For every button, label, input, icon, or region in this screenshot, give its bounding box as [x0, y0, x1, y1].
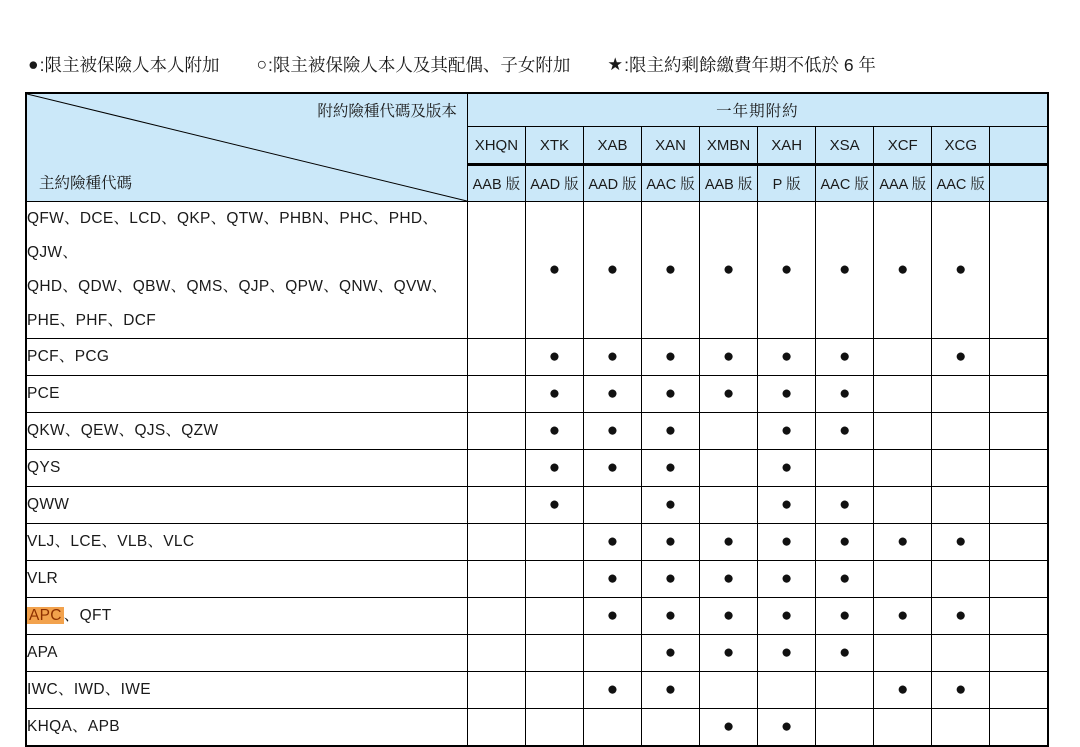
mark-cell — [816, 672, 874, 709]
mark-cell — [874, 487, 932, 524]
mark-cell — [467, 339, 525, 376]
mark-cell — [642, 672, 700, 709]
mark-cell — [932, 672, 990, 709]
filled-circle-mark: ● — [722, 259, 735, 280]
column-version-header: AAB 版 — [467, 165, 525, 202]
mark-cell — [758, 524, 816, 561]
filled-circle-mark: ● — [896, 605, 909, 626]
mark-cell — [583, 376, 641, 413]
row-label-cell — [26, 487, 467, 524]
row-label-text: PHE、PHF、DCF — [27, 312, 157, 329]
column-code-header: XCG — [932, 127, 990, 165]
table-corner-cell — [26, 93, 467, 202]
filled-circle-mark: ● — [955, 346, 967, 367]
mark-cell — [700, 598, 758, 635]
mark-cell — [525, 598, 583, 635]
table-row — [26, 561, 1048, 598]
mark-cell — [642, 376, 700, 413]
filled-circle-mark: ● — [722, 346, 735, 367]
group-header-row — [26, 93, 1048, 127]
filled-circle-mark: ● — [606, 568, 619, 589]
filled-circle-mark: ● — [955, 259, 967, 280]
filled-circle-mark: ● — [896, 679, 909, 700]
filled-circle-mark: ● — [606, 457, 619, 478]
column-version-header — [990, 165, 1048, 202]
filled-circle-mark: ● — [780, 420, 793, 441]
row-label-cell — [26, 672, 467, 709]
filled-circle-mark: ● — [838, 346, 851, 367]
filled-circle-mark: ● — [780, 457, 793, 478]
filled-circle-mark: ● — [896, 531, 909, 552]
mark-cell — [758, 709, 816, 747]
star-icon: ★ — [607, 54, 624, 74]
table-row — [26, 450, 1048, 487]
filled-circle-mark: ● — [955, 531, 967, 552]
row-label-text: APA — [27, 644, 58, 661]
filled-circle-mark: ● — [780, 346, 793, 367]
column-version-header: AAD 版 — [525, 165, 583, 202]
row-label-text: PCE — [27, 385, 60, 402]
row-label-text: QYS — [27, 459, 61, 476]
mark-cell — [816, 598, 874, 635]
mark-cell — [583, 672, 641, 709]
row-label-cell — [26, 202, 467, 339]
mark-cell — [583, 450, 641, 487]
legend-item-label: :限主被保險人本人及其配偶、子女附加 — [268, 55, 571, 75]
mark-cell — [874, 524, 932, 561]
mark-cell — [758, 672, 816, 709]
row-label-cell — [26, 598, 467, 635]
row-label-text: 、QFT — [63, 607, 112, 624]
mark-cell — [874, 672, 932, 709]
filled-circle-mark: ● — [955, 605, 967, 626]
column-code-header: XAH — [758, 127, 816, 165]
table-row — [26, 709, 1048, 747]
table-row — [26, 635, 1048, 672]
filled-circle-mark: ● — [664, 494, 677, 515]
mark-cell — [700, 413, 758, 450]
group-header-cell: 一年期附約 — [467, 93, 1048, 127]
mark-cell — [700, 561, 758, 598]
mark-cell — [525, 524, 583, 561]
column-code-header — [990, 127, 1048, 165]
row-label-cell — [26, 524, 467, 561]
mark-cell — [758, 376, 816, 413]
mark-cell — [525, 487, 583, 524]
mark-cell — [642, 413, 700, 450]
mark-cell — [642, 598, 700, 635]
filled-circle-mark: ● — [664, 457, 677, 478]
mark-cell — [990, 709, 1048, 747]
filled-circle-mark: ● — [780, 642, 793, 663]
mark-cell — [816, 635, 874, 672]
mark-cell — [700, 376, 758, 413]
mark-cell — [642, 487, 700, 524]
mark-cell — [758, 635, 816, 672]
mark-cell — [932, 413, 990, 450]
mark-cell — [583, 339, 641, 376]
mark-cell — [467, 487, 525, 524]
corner-label-rider-codes: 附約險種代碼及版本 — [317, 103, 457, 120]
column-code-header: XMBN — [700, 127, 758, 165]
mark-cell — [700, 709, 758, 747]
table-row — [26, 339, 1048, 376]
legend-item — [256, 52, 570, 77]
filled-circle-mark: ● — [548, 346, 561, 367]
filled-circle-mark: ● — [606, 259, 619, 280]
mark-cell — [874, 635, 932, 672]
legend-item-label: :限主約剩餘繳費年期不低於 6 年 — [624, 55, 876, 75]
mark-cell — [525, 709, 583, 747]
mark-cell — [467, 524, 525, 561]
filled-circle-mark: ● — [780, 383, 793, 404]
table-row — [26, 598, 1048, 635]
column-version-header: P 版 — [758, 165, 816, 202]
table-row — [26, 202, 1048, 339]
mark-cell — [525, 450, 583, 487]
row-label-text: QWW — [27, 496, 70, 513]
row-label-cell — [26, 561, 467, 598]
mark-cell — [816, 709, 874, 747]
row-label-text: KHQA、APB — [27, 718, 120, 735]
filled-circle-icon: ● — [28, 54, 39, 74]
filled-circle-mark: ● — [606, 420, 619, 441]
mark-cell — [816, 413, 874, 450]
filled-circle-mark: ● — [664, 679, 677, 700]
corner-label-main-codes: 主約險種代碼 — [39, 175, 133, 192]
filled-circle-mark: ● — [838, 568, 851, 589]
mark-cell — [642, 561, 700, 598]
mark-cell — [525, 561, 583, 598]
mark-cell — [583, 709, 641, 747]
table-row — [26, 524, 1048, 561]
mark-cell — [467, 450, 525, 487]
mark-cell — [700, 524, 758, 561]
hollow-circle-icon: ○ — [256, 54, 268, 74]
filled-circle-mark: ● — [780, 494, 793, 515]
filled-circle-mark: ● — [664, 568, 677, 589]
row-label-cell — [26, 635, 467, 672]
mark-cell — [874, 709, 932, 747]
mark-cell — [467, 202, 525, 339]
mark-cell — [700, 450, 758, 487]
filled-circle-mark: ● — [664, 642, 677, 663]
mark-cell — [758, 450, 816, 487]
mark-cell — [467, 598, 525, 635]
mark-cell — [816, 450, 874, 487]
mark-cell — [816, 202, 874, 339]
mark-cell — [583, 202, 641, 339]
filled-circle-mark: ● — [722, 531, 735, 552]
mark-cell — [816, 524, 874, 561]
mark-cell — [583, 598, 641, 635]
filled-circle-mark: ● — [664, 383, 677, 404]
mark-cell — [525, 202, 583, 339]
mark-cell — [467, 561, 525, 598]
filled-circle-mark: ● — [664, 605, 677, 626]
mark-cell — [525, 413, 583, 450]
mark-cell — [525, 376, 583, 413]
mark-cell — [932, 524, 990, 561]
filled-circle-mark: ● — [838, 420, 851, 441]
mark-cell — [467, 635, 525, 672]
column-code-header: XAB — [583, 127, 641, 165]
filled-circle-mark: ● — [548, 494, 561, 515]
mark-cell — [700, 635, 758, 672]
mark-cell — [583, 413, 641, 450]
filled-circle-mark: ● — [548, 259, 561, 280]
table-row — [26, 413, 1048, 450]
mark-cell — [990, 598, 1048, 635]
mark-cell — [816, 561, 874, 598]
mark-cell — [990, 376, 1048, 413]
filled-circle-mark: ● — [838, 494, 851, 515]
mark-cell — [467, 413, 525, 450]
filled-circle-mark: ● — [780, 531, 793, 552]
mark-cell — [758, 413, 816, 450]
mark-cell — [467, 376, 525, 413]
row-label-text: VLR — [27, 570, 59, 587]
mark-cell — [467, 709, 525, 747]
mark-cell — [700, 487, 758, 524]
mark-cell — [932, 450, 990, 487]
mark-cell — [700, 339, 758, 376]
mark-cell — [874, 413, 932, 450]
filled-circle-mark: ● — [838, 605, 851, 626]
mark-cell — [583, 561, 641, 598]
mark-cell — [816, 376, 874, 413]
filled-circle-mark: ● — [838, 642, 851, 663]
legend-item — [28, 52, 219, 77]
legend-item-label: :限主被保險人本人附加 — [39, 55, 220, 75]
mark-cell — [932, 635, 990, 672]
rider-compatibility-table — [25, 92, 1049, 747]
mark-cell — [816, 339, 874, 376]
mark-cell — [932, 709, 990, 747]
filled-circle-mark: ● — [548, 457, 561, 478]
filled-circle-mark: ● — [722, 383, 735, 404]
filled-circle-mark: ● — [664, 531, 677, 552]
filled-circle-mark: ● — [896, 259, 909, 280]
mark-cell — [990, 561, 1048, 598]
mark-cell — [525, 635, 583, 672]
mark-cell — [874, 450, 932, 487]
mark-cell — [642, 202, 700, 339]
mark-cell — [583, 635, 641, 672]
filled-circle-mark: ● — [780, 605, 793, 626]
mark-cell — [642, 339, 700, 376]
column-code-header: XTK — [525, 127, 583, 165]
column-code-header: XHQN — [467, 127, 525, 165]
legend-item — [607, 52, 876, 77]
filled-circle-mark: ● — [780, 568, 793, 589]
mark-cell — [932, 598, 990, 635]
column-code-header: XAN — [642, 127, 700, 165]
filled-circle-mark: ● — [606, 679, 619, 700]
mark-cell — [990, 413, 1048, 450]
mark-cell — [990, 635, 1048, 672]
mark-cell — [525, 672, 583, 709]
mark-cell — [467, 672, 525, 709]
column-code-header: XCF — [874, 127, 932, 165]
row-label-text: QFW、DCE、LCD、QKP、QTW、PHBN、PHC、PHD、QJW、 — [27, 210, 439, 261]
mark-cell — [758, 339, 816, 376]
filled-circle-mark: ● — [780, 716, 793, 737]
mark-cell — [990, 339, 1048, 376]
mark-cell — [583, 487, 641, 524]
filled-circle-mark: ● — [606, 531, 619, 552]
mark-cell — [932, 202, 990, 339]
row-label-cell — [26, 339, 467, 376]
filled-circle-mark: ● — [722, 568, 735, 589]
filled-circle-mark: ● — [606, 346, 619, 367]
mark-cell — [642, 635, 700, 672]
mark-cell — [642, 709, 700, 747]
column-version-header: AAC 版 — [642, 165, 700, 202]
filled-circle-mark: ● — [955, 679, 967, 700]
mark-cell — [874, 561, 932, 598]
mark-cell — [758, 202, 816, 339]
mark-cell — [932, 376, 990, 413]
filled-circle-mark: ● — [838, 259, 851, 280]
row-label-cell — [26, 413, 467, 450]
row-label-text: PCF、PCG — [27, 348, 110, 365]
filled-circle-mark: ● — [606, 605, 619, 626]
column-version-header: AAC 版 — [816, 165, 874, 202]
mark-cell — [932, 339, 990, 376]
filled-circle-mark: ● — [780, 259, 793, 280]
mark-cell — [700, 202, 758, 339]
mark-cell — [990, 672, 1048, 709]
filled-circle-mark: ● — [606, 383, 619, 404]
mark-cell — [990, 202, 1048, 339]
filled-circle-mark: ● — [664, 420, 677, 441]
highlighted-code: APC — [29, 607, 62, 624]
mark-cell — [758, 487, 816, 524]
mark-cell — [642, 524, 700, 561]
mark-cell — [990, 450, 1048, 487]
row-label-text: IWC、IWD、IWE — [27, 681, 151, 698]
row-label-text: QHD、QDW、QBW、QMS、QJP、QPW、QNW、QVW、 — [27, 278, 448, 295]
filled-circle-mark: ● — [722, 716, 735, 737]
filled-circle-mark: ● — [548, 420, 561, 441]
mark-cell — [642, 450, 700, 487]
filled-circle-mark: ● — [838, 383, 851, 404]
filled-circle-mark: ● — [722, 642, 735, 663]
mark-cell — [932, 561, 990, 598]
row-label-cell — [26, 376, 467, 413]
mark-cell — [874, 598, 932, 635]
mark-cell — [758, 598, 816, 635]
mark-cell — [874, 376, 932, 413]
column-code-header: XSA — [816, 127, 874, 165]
column-version-header: AAC 版 — [932, 165, 990, 202]
mark-cell — [874, 202, 932, 339]
mark-cell — [583, 524, 641, 561]
column-version-header: AAB 版 — [700, 165, 758, 202]
column-version-header: AAA 版 — [874, 165, 932, 202]
mark-cell — [700, 672, 758, 709]
table-row — [26, 487, 1048, 524]
filled-circle-mark: ● — [722, 605, 735, 626]
filled-circle-mark: ● — [548, 383, 561, 404]
mark-cell — [816, 487, 874, 524]
row-label-text: VLJ、LCE、VLB、VLC — [27, 533, 195, 550]
mark-cell — [990, 524, 1048, 561]
filled-circle-mark: ● — [838, 531, 851, 552]
mark-cell — [874, 339, 932, 376]
mark-cell — [990, 487, 1048, 524]
row-label-cell — [26, 709, 467, 747]
mark-cell — [525, 339, 583, 376]
filled-circle-mark: ● — [664, 259, 677, 280]
filled-circle-mark: ● — [664, 346, 677, 367]
table-row — [26, 376, 1048, 413]
legend — [28, 52, 876, 77]
row-label-text: QKW、QEW、QJS、QZW — [27, 422, 219, 439]
mark-cell — [758, 561, 816, 598]
table-row — [26, 672, 1048, 709]
column-version-header: AAD 版 — [583, 165, 641, 202]
row-label-cell — [26, 450, 467, 487]
mark-cell — [932, 487, 990, 524]
